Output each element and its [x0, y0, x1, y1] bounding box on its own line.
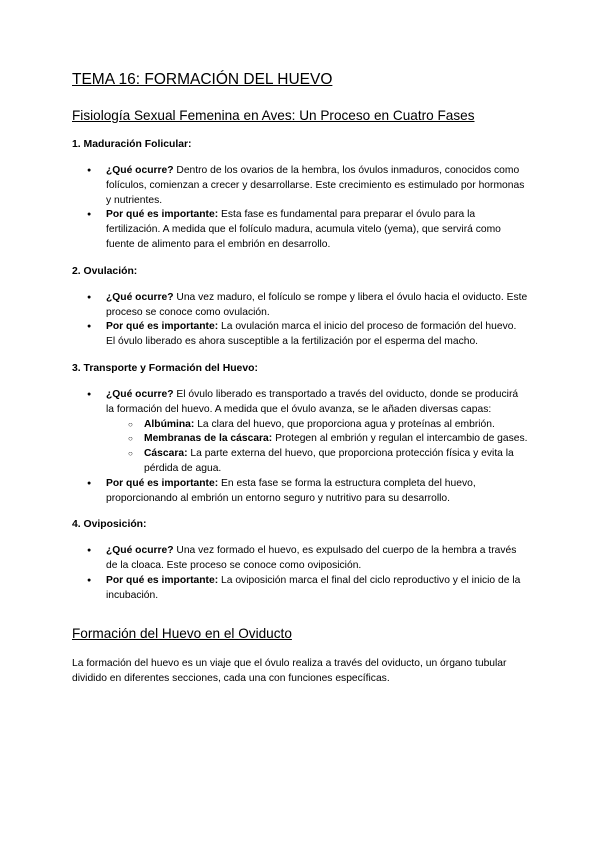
layer-label: Cáscara:	[144, 448, 188, 460]
phase-heading-oviposicion: 4. Oviposición:	[72, 519, 147, 531]
phase-list-oviposicion	[72, 544, 528, 603]
phase-list-ovulacion	[72, 291, 528, 350]
bullet-text: Esta fase es fundamental para preparar el óvulo para la fertilización. A medida que el folículo madura, acumula vitelo (yema), que servirá como fuente de alimento para el embrión en desarrollo.	[106, 209, 501, 250]
phase-heading-ovulacion: 2. Ovulación:	[72, 265, 138, 277]
layer-item-cascara	[106, 447, 528, 477]
phase-list-maduracion	[72, 164, 528, 253]
bullet-label: ¿Qué ocurre?	[106, 165, 174, 176]
bullet-por-que	[72, 574, 528, 604]
bullet-text: La oviposición marca el final del ciclo reproductivo y el inicio de la incubación.	[106, 574, 521, 601]
phase-list-transporte	[72, 388, 528, 506]
bullet-text: La ovulación marca el inicio del proceso de formación del huevo. El óvulo liberado es ahora susceptible a la fertilización por el esperma del macho.	[106, 321, 517, 348]
layer-text: Protegen al embrión y regulan el intercambio de gases.	[272, 433, 528, 445]
section-heading-oviducto: Formación del Huevo en el Oviducto	[72, 625, 292, 641]
bullet-text: Una vez maduro, el folículo se rompe y libera el óvulo hacia el oviducto. Este proceso se conoce como ovulación.	[106, 291, 528, 318]
page-title: TEMA 16: FORMACIÓN DEL HUEVO	[72, 71, 333, 88]
layer-label: Albúmina:	[144, 418, 195, 430]
bullet-que-ocurre	[72, 544, 528, 574]
bullet-text: Dentro de los ovarios de la hembra, los óvulos inmaduros, conocidos como folículos, comienzan a crecer y desarrollarse. Este crecimiento es estimulado por hormonas y nutrientes.	[106, 165, 525, 206]
bullet-label: Por qué es importante:	[106, 477, 219, 489]
layer-text: La parte externa del huevo, que proporciona protección física y evita la pérdida de agua.	[144, 448, 514, 474]
layer-list	[106, 418, 528, 477]
layer-label: Membranas de la cáscara:	[144, 433, 273, 445]
phase-heading-maduracion: 1. Maduración Folicular:	[72, 139, 192, 150]
section-heading-fisiologia: Fisiología Sexual Femenina en Aves: Un Proceso en Cuatro Fases	[72, 108, 475, 123]
bullet-label: ¿Qué ocurre?	[106, 545, 174, 557]
bullet-label: Por qué es importante:	[106, 321, 219, 333]
layer-item-albumina	[106, 418, 528, 433]
bullet-label: ¿Qué ocurre?	[106, 291, 174, 303]
bullet-label: Por qué es importante:	[106, 574, 219, 586]
bullet-text: El óvulo liberado es transportado a través del oviducto, donde se producirá la formación del huevo. A medida que el óvulo avanza, se le añaden diversas capas:	[106, 388, 519, 415]
bullet-por-que	[72, 208, 528, 252]
bullet-por-que	[72, 477, 528, 507]
layer-item-membranas	[106, 432, 528, 447]
bullet-text: Una vez formado el huevo, es expulsado del cuerpo de la hembra a través de la cloaca. Este proceso se conoce como oviposición.	[106, 545, 517, 572]
bullet-por-que	[72, 320, 528, 350]
bullet-label: ¿Qué ocurre?	[106, 388, 174, 400]
bullet-que-ocurre	[72, 291, 528, 321]
bullet-label: Por qué es importante:	[106, 209, 219, 221]
bullet-que-ocurre	[72, 388, 528, 477]
bullet-que-ocurre	[72, 164, 528, 208]
document-body	[72, 70, 528, 686]
layer-text: La clara del huevo, que proporciona agua y proteínas al embrión.	[194, 418, 495, 430]
bullet-text: En esta fase se forma la estructura completa del huevo, proporcionando al embrión un entorno seguro y nutritivo para su desarrollo.	[106, 477, 476, 504]
section-paragraph: La formación del huevo es un viaje que el óvulo realiza a través del oviducto, un órgano tubular dividido en diferentes secciones, cada una con funciones específicas.	[72, 657, 507, 684]
phase-heading-transporte: 3. Transporte y Formación del Huevo:	[72, 362, 258, 374]
